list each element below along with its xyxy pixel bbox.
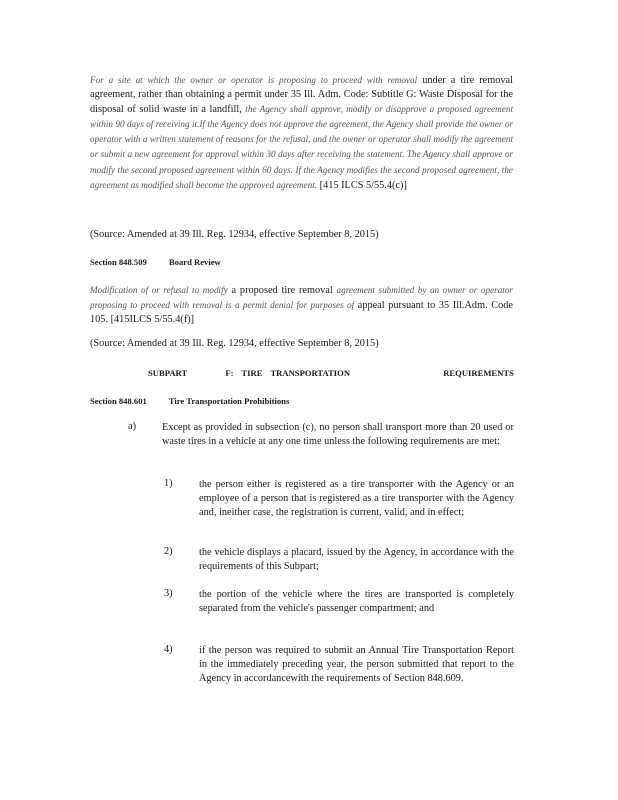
- subitem-label-2: 2): [164, 546, 173, 557]
- subpart-label: SUBPART: [148, 368, 188, 378]
- source-note: (Source: Amended at 39 Ill. Reg. 12934, effective September 8, 2015): [90, 229, 379, 240]
- italic-text: agreement submitted by an owner or operator proposing to proceed with removal is a permit denial for purposes of: [90, 285, 514, 311]
- item-text-a: Except as provided in subsection (c), no person shall transport more than 20 used or waste tires in a vehicle at any one time unless the following requirements are met:: [162, 422, 514, 448]
- subitem-label-3: 3): [164, 588, 173, 599]
- subpart-title: F: TIRE TRANSPORTATION: [225, 368, 351, 378]
- subitem-text-4: if the person was required to submit an Annual Tire Transportation Report in the immediately preceding year, the person submitted that report to the Agency in accordancewith the requirements of Section 848.609.: [199, 645, 514, 685]
- section-heading-848-601: [90, 396, 309, 406]
- paragraph-board-review: [90, 283, 513, 327]
- subitem-label-4: 4): [164, 644, 173, 655]
- subpart-heading: [148, 368, 514, 378]
- italic-text: the Agency shall approve, modify or disapprove a proposed agreement within 90 days of receiving it.If the Agency does not approve the agreement, the Agency shall provide the owner or operator with a written statement of reasons for the refusal, and the owner or operator shall modify the agreement or submit a new agreement for approval within 30 days after receiving the statement. The Agency shall approve or modify the second proposed agreement within 60 days. If the Agency modifies the second proposed agreement, the agreement as modified shall become the approved agreement.: [90, 104, 513, 190]
- item-label-a: a): [128, 421, 136, 432]
- body-text: appeal pursuant to 35 Ill.Adm. Code 105. [415ILCS 5/55.4(f)]: [90, 300, 513, 326]
- body-text: a proposed tire removal: [231, 285, 333, 296]
- italic-text: For a site at which the owner or operator is proposing to proceed with removal: [90, 75, 418, 85]
- italic-text: Modification of or refusal to modify: [90, 285, 228, 295]
- section-number: Section 848.509: [90, 257, 147, 267]
- source-note: (Source: Amended at 39 Ill. Reg. 12934, effective September 8, 2015): [90, 338, 379, 349]
- subitem-text-2: the vehicle displays a placard, issued by the Agency, in accordance with the requirements of this Subpart;: [199, 547, 514, 573]
- citation: [415 ILCS 5/55.4(c)]: [319, 179, 407, 191]
- section-title: Tire Transportation Prohibitions: [168, 396, 290, 406]
- section-title: Board Review: [168, 257, 221, 267]
- subitem-label-1: 1): [164, 478, 173, 489]
- section-heading-848-509: [90, 257, 241, 267]
- section-number: Section 848.601: [90, 396, 147, 406]
- subitem-text-3: the portion of the vehicle where the tires are transported is completely separated from the vehicle's passenger compartment; and: [199, 589, 514, 615]
- paragraph-tire-removal-agreement: [90, 73, 513, 193]
- subpart-title-end: REQUIREMENTS: [443, 368, 514, 378]
- subitem-text-1: the person either is registered as a tire transporter with the Agency or an employee of a person that is registered as a tire transporter with the Agency and, ineither case, the registration is current, valid, and in effect;: [199, 479, 514, 519]
- body-text: under a tire removal agreement, rather than obtaining a permit under 35 Ill. Adm. Code: Subtitle G: Waste Disposal for the disposal of solid waste in a landfill,: [90, 75, 513, 116]
